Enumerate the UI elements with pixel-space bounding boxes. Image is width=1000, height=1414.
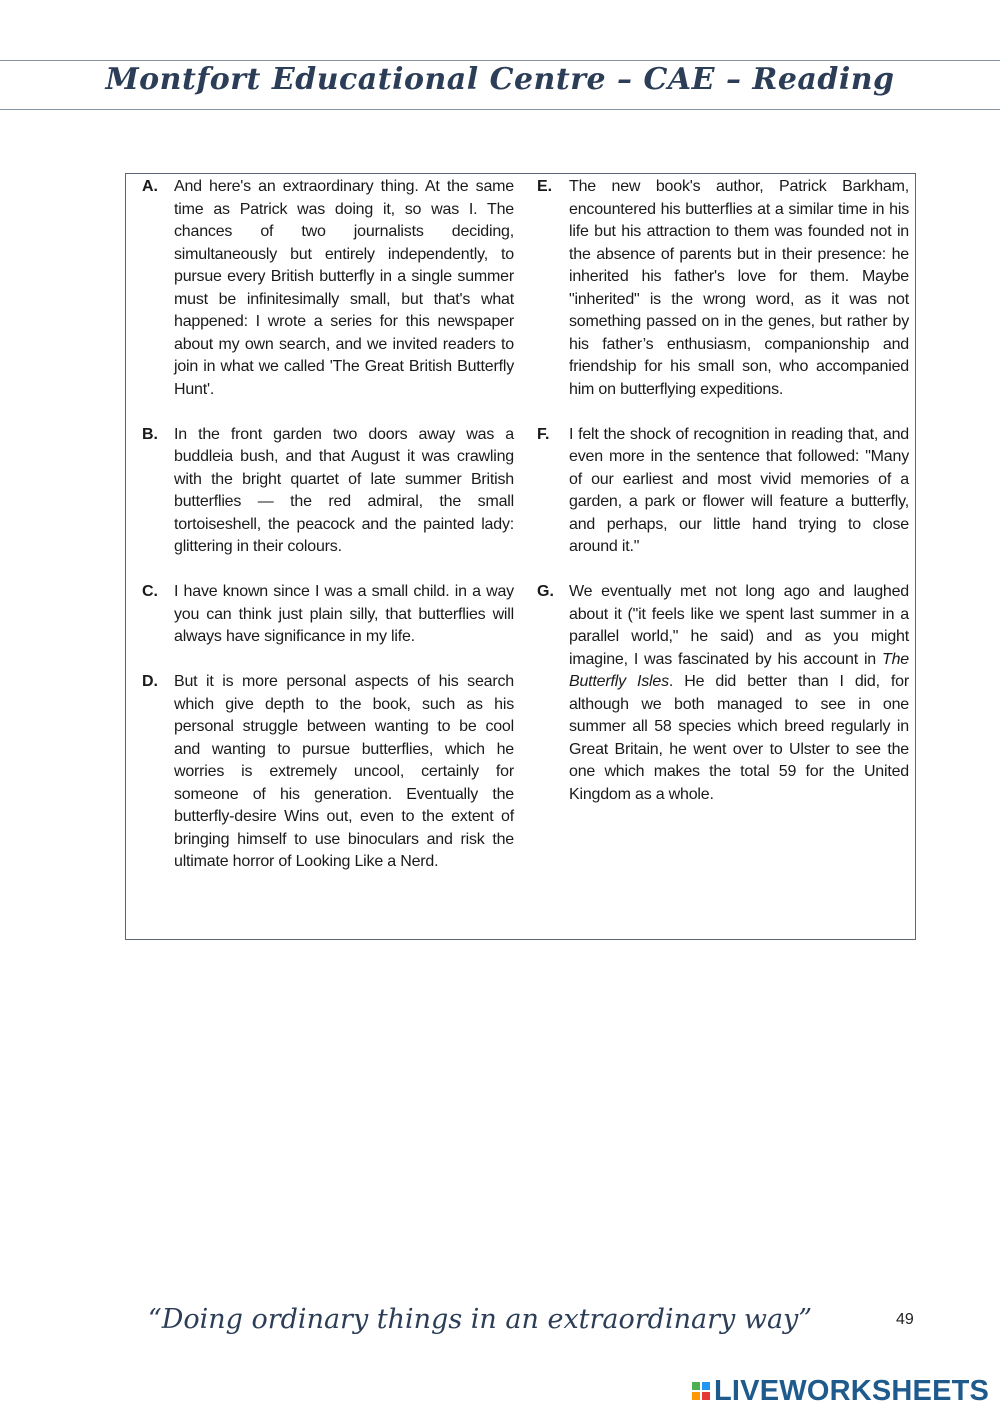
paragraph-text: I have known since I was a small child. in a way you can think just plain silly, that butterflies will always have significance in my life. — [174, 583, 514, 645]
footer-motto: “Doing ordinary things in an extraordinary way” — [147, 1304, 813, 1335]
logo-grid-icon — [692, 1382, 710, 1400]
paragraph-text: The new book's author, Patrick Barkham, encountered his butterflies at a similar time in his life but his attraction to them was founded not in the absence of parents but in their presence: he inherited his father's love for them. Maybe "inherited" is the wrong word, as it was not something passed on in the genes, but rather by his father’s enthusiasm, companionship and friendship for his small son, who accompanied him on butterflying expeditions. — [569, 178, 909, 398]
paragraph-letter: F. — [537, 425, 550, 443]
paragraph-text-start: We eventually met not long ago and laughed about it ("it feels like we spent last summer in a parallel world," he said) and as you might imagine, I was fascinated by his account in — [569, 583, 909, 668]
book-title: The Butterfly Isles — [569, 650, 909, 690]
paragraph-letter: A. — [142, 178, 158, 195]
paragraph-letter: G. — [537, 583, 554, 600]
page-number: 49 — [896, 1311, 914, 1328]
paragraph-text: In the front garden two doors away was a buddleia bush, and that August it was crawling with the bright quartet of late summer British butterflies — the red admiral, the small tortoiseshell, the peacock and the painted lady: glittering in their colours. — [174, 425, 514, 555]
paragraph-text: I felt the shock of recognition in reading that, and even more in the sentence that followed: "Many of our earliest and most vivid memories of a garden, a park or flower will feature a butterfly, and perhaps, our little hand trying to close around it." — [569, 425, 909, 555]
paragraph-letter: D. — [142, 673, 158, 690]
paragraph-f — [537, 424, 909, 559]
logo-text: LIVEWORKSHEETS — [714, 1374, 990, 1407]
paragraph-letter: C. — [142, 583, 158, 600]
paragraph-c — [142, 581, 514, 649]
paragraph-d — [142, 671, 514, 874]
liveworksheets-logo[interactable] — [692, 1376, 989, 1406]
paragraph-letter: E. — [537, 178, 553, 195]
logo-square — [692, 1382, 700, 1390]
right-column — [537, 176, 909, 829]
header-top-rule — [0, 60, 1000, 61]
paragraph-letter: B. — [142, 425, 158, 443]
logo-square — [692, 1392, 700, 1400]
logo-square — [702, 1382, 710, 1390]
left-column — [142, 176, 514, 896]
paragraph-b — [142, 424, 514, 559]
paragraph-text: But it is more personal aspects of his search which give depth to the book, such as his personal struggle between wanting to be cool and wanting to pursue butterflies, which he worries is extremely uncool, certainly for someone of his generation. Eventually the butterfly-desire Wins out, even to the extent of bringing himself to use binoculars and risk the ultimate horror of Looking Like a Nerd. — [174, 673, 514, 870]
paragraph-text-end: . He did better than I did, for although we both managed to see in one summer all 58 species which breed regularly in Great Britain, he went over to Ulster to see the one which makes the total 59 for the United Kingdom as a whole. — [569, 673, 909, 803]
reading-options-box — [125, 173, 916, 940]
paragraph-text: And here's an extraordinary thing. At the same time as Patrick was doing it, so was I. The chances of two journalists deciding, simultaneously but entirely independently, to pursue every British butterfly in a single summer must be infinitesimally small, but that's what happened: I wrote a series for this newspaper about my own search, and we invited readers to join in what we called 'The Great British Butterfly Hunt'. — [174, 178, 514, 398]
paragraph-a — [142, 176, 514, 401]
paragraph-e — [537, 176, 909, 401]
page-title: Montfort Educational Centre – CAE – Reading — [105, 62, 895, 97]
logo-square — [702, 1392, 710, 1400]
paragraph-text — [569, 581, 909, 806]
header-bottom-rule — [0, 109, 1000, 110]
paragraph-g — [537, 581, 909, 806]
